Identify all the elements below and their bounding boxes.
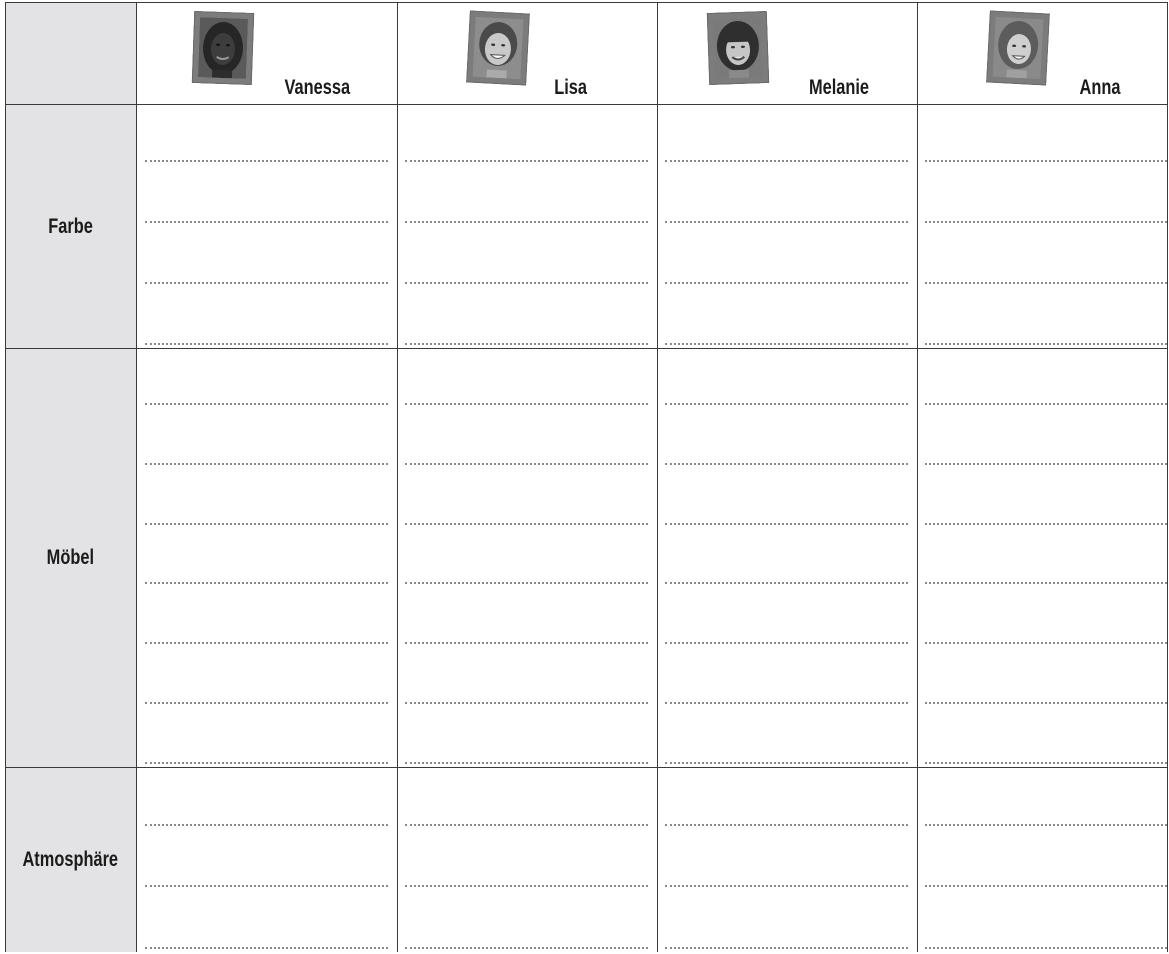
answer-line[interactable] bbox=[925, 824, 1167, 826]
answer-line[interactable] bbox=[405, 762, 648, 764]
answer-line[interactable] bbox=[925, 885, 1167, 887]
answer-line[interactable] bbox=[145, 463, 388, 465]
column-name-anna: Anna bbox=[1079, 76, 1120, 99]
header-corner-cell bbox=[5, 2, 136, 104]
answer-line[interactable] bbox=[665, 702, 908, 704]
answer-line[interactable] bbox=[665, 582, 908, 584]
grid-line bbox=[5, 767, 1168, 768]
answer-line[interactable] bbox=[925, 221, 1167, 223]
answer-line[interactable] bbox=[665, 282, 908, 284]
answer-line[interactable] bbox=[925, 523, 1167, 525]
answer-line[interactable] bbox=[665, 885, 908, 887]
face-melanie-icon bbox=[713, 17, 763, 79]
answer-line[interactable] bbox=[145, 582, 388, 584]
column-header-anna bbox=[918, 2, 1168, 104]
answer-line[interactable] bbox=[925, 463, 1167, 465]
answer-line[interactable] bbox=[665, 947, 908, 949]
row-label-farbe: Farbe bbox=[48, 214, 93, 238]
grid-line bbox=[5, 2, 6, 952]
answer-line[interactable] bbox=[665, 762, 908, 764]
answer-line[interactable] bbox=[145, 403, 388, 405]
column-header-vanessa bbox=[137, 2, 397, 104]
answer-line[interactable] bbox=[925, 947, 1167, 949]
answer-line[interactable] bbox=[405, 885, 648, 887]
answer-line[interactable] bbox=[145, 523, 388, 525]
grid-line bbox=[5, 104, 1168, 105]
answer-line[interactable] bbox=[405, 221, 648, 223]
row-label-atmosphaere: Atmosphäre bbox=[22, 848, 119, 871]
column-name-melanie: Melanie bbox=[808, 76, 869, 99]
answer-line[interactable] bbox=[925, 282, 1167, 284]
answer-line[interactable] bbox=[925, 762, 1167, 764]
answer-line[interactable] bbox=[665, 824, 908, 826]
portrait-photo-icon bbox=[707, 11, 769, 85]
answer-line[interactable] bbox=[145, 702, 388, 704]
answer-line[interactable] bbox=[405, 160, 648, 162]
answer-line[interactable] bbox=[405, 582, 648, 584]
answer-line[interactable] bbox=[145, 885, 388, 887]
grid-line bbox=[5, 2, 1168, 3]
answer-line[interactable] bbox=[925, 160, 1167, 162]
answer-line[interactable] bbox=[665, 642, 908, 644]
answer-line[interactable] bbox=[405, 824, 648, 826]
answer-line[interactable] bbox=[145, 642, 388, 644]
answer-line[interactable] bbox=[925, 403, 1167, 405]
answer-line[interactable] bbox=[665, 403, 908, 405]
answer-line[interactable] bbox=[145, 762, 388, 764]
answer-line[interactable] bbox=[665, 160, 908, 162]
answer-line[interactable] bbox=[925, 343, 1167, 345]
answer-line[interactable] bbox=[405, 282, 648, 284]
column-header-melanie bbox=[658, 2, 917, 104]
answer-line[interactable] bbox=[145, 947, 388, 949]
grid-line bbox=[1167, 2, 1168, 952]
grid-line bbox=[917, 2, 918, 952]
row-label-moebel: Möbel bbox=[46, 546, 95, 569]
grid-line bbox=[136, 2, 137, 952]
face-vanessa-icon bbox=[198, 17, 248, 79]
grid-line bbox=[657, 2, 658, 952]
answer-line[interactable] bbox=[665, 343, 908, 345]
portrait-photo-icon bbox=[466, 10, 530, 85]
face-lisa-icon bbox=[472, 17, 523, 79]
answer-line[interactable] bbox=[145, 824, 388, 826]
answer-line[interactable] bbox=[665, 523, 908, 525]
answer-line[interactable] bbox=[405, 702, 648, 704]
answer-line[interactable] bbox=[145, 282, 388, 284]
answer-line[interactable] bbox=[405, 523, 648, 525]
portrait-photo-icon bbox=[986, 10, 1050, 85]
answer-line[interactable] bbox=[145, 221, 388, 223]
answer-line[interactable] bbox=[925, 642, 1167, 644]
answer-line[interactable] bbox=[145, 160, 388, 162]
portrait-photo-icon bbox=[192, 11, 254, 85]
answer-line[interactable] bbox=[925, 702, 1167, 704]
grid-line bbox=[397, 2, 398, 952]
face-anna-icon bbox=[992, 17, 1043, 79]
answer-line[interactable] bbox=[405, 642, 648, 644]
column-header-lisa bbox=[398, 2, 657, 104]
answer-line[interactable] bbox=[925, 582, 1167, 584]
answer-line[interactable] bbox=[145, 343, 388, 345]
answer-line[interactable] bbox=[405, 343, 648, 345]
worksheet-table bbox=[5, 2, 1168, 952]
answer-line[interactable] bbox=[665, 463, 908, 465]
answer-line[interactable] bbox=[405, 403, 648, 405]
column-name-lisa: Lisa bbox=[554, 76, 587, 99]
row-label-cell-farbe bbox=[5, 105, 136, 348]
column-name-vanessa: Vanessa bbox=[284, 76, 350, 99]
row-label-cell-moebel bbox=[5, 349, 136, 767]
grid-line bbox=[5, 348, 1168, 349]
answer-line[interactable] bbox=[405, 463, 648, 465]
answer-line[interactable] bbox=[405, 947, 648, 949]
row-label-cell-atmosphaere bbox=[5, 768, 136, 952]
answer-line[interactable] bbox=[665, 221, 908, 223]
